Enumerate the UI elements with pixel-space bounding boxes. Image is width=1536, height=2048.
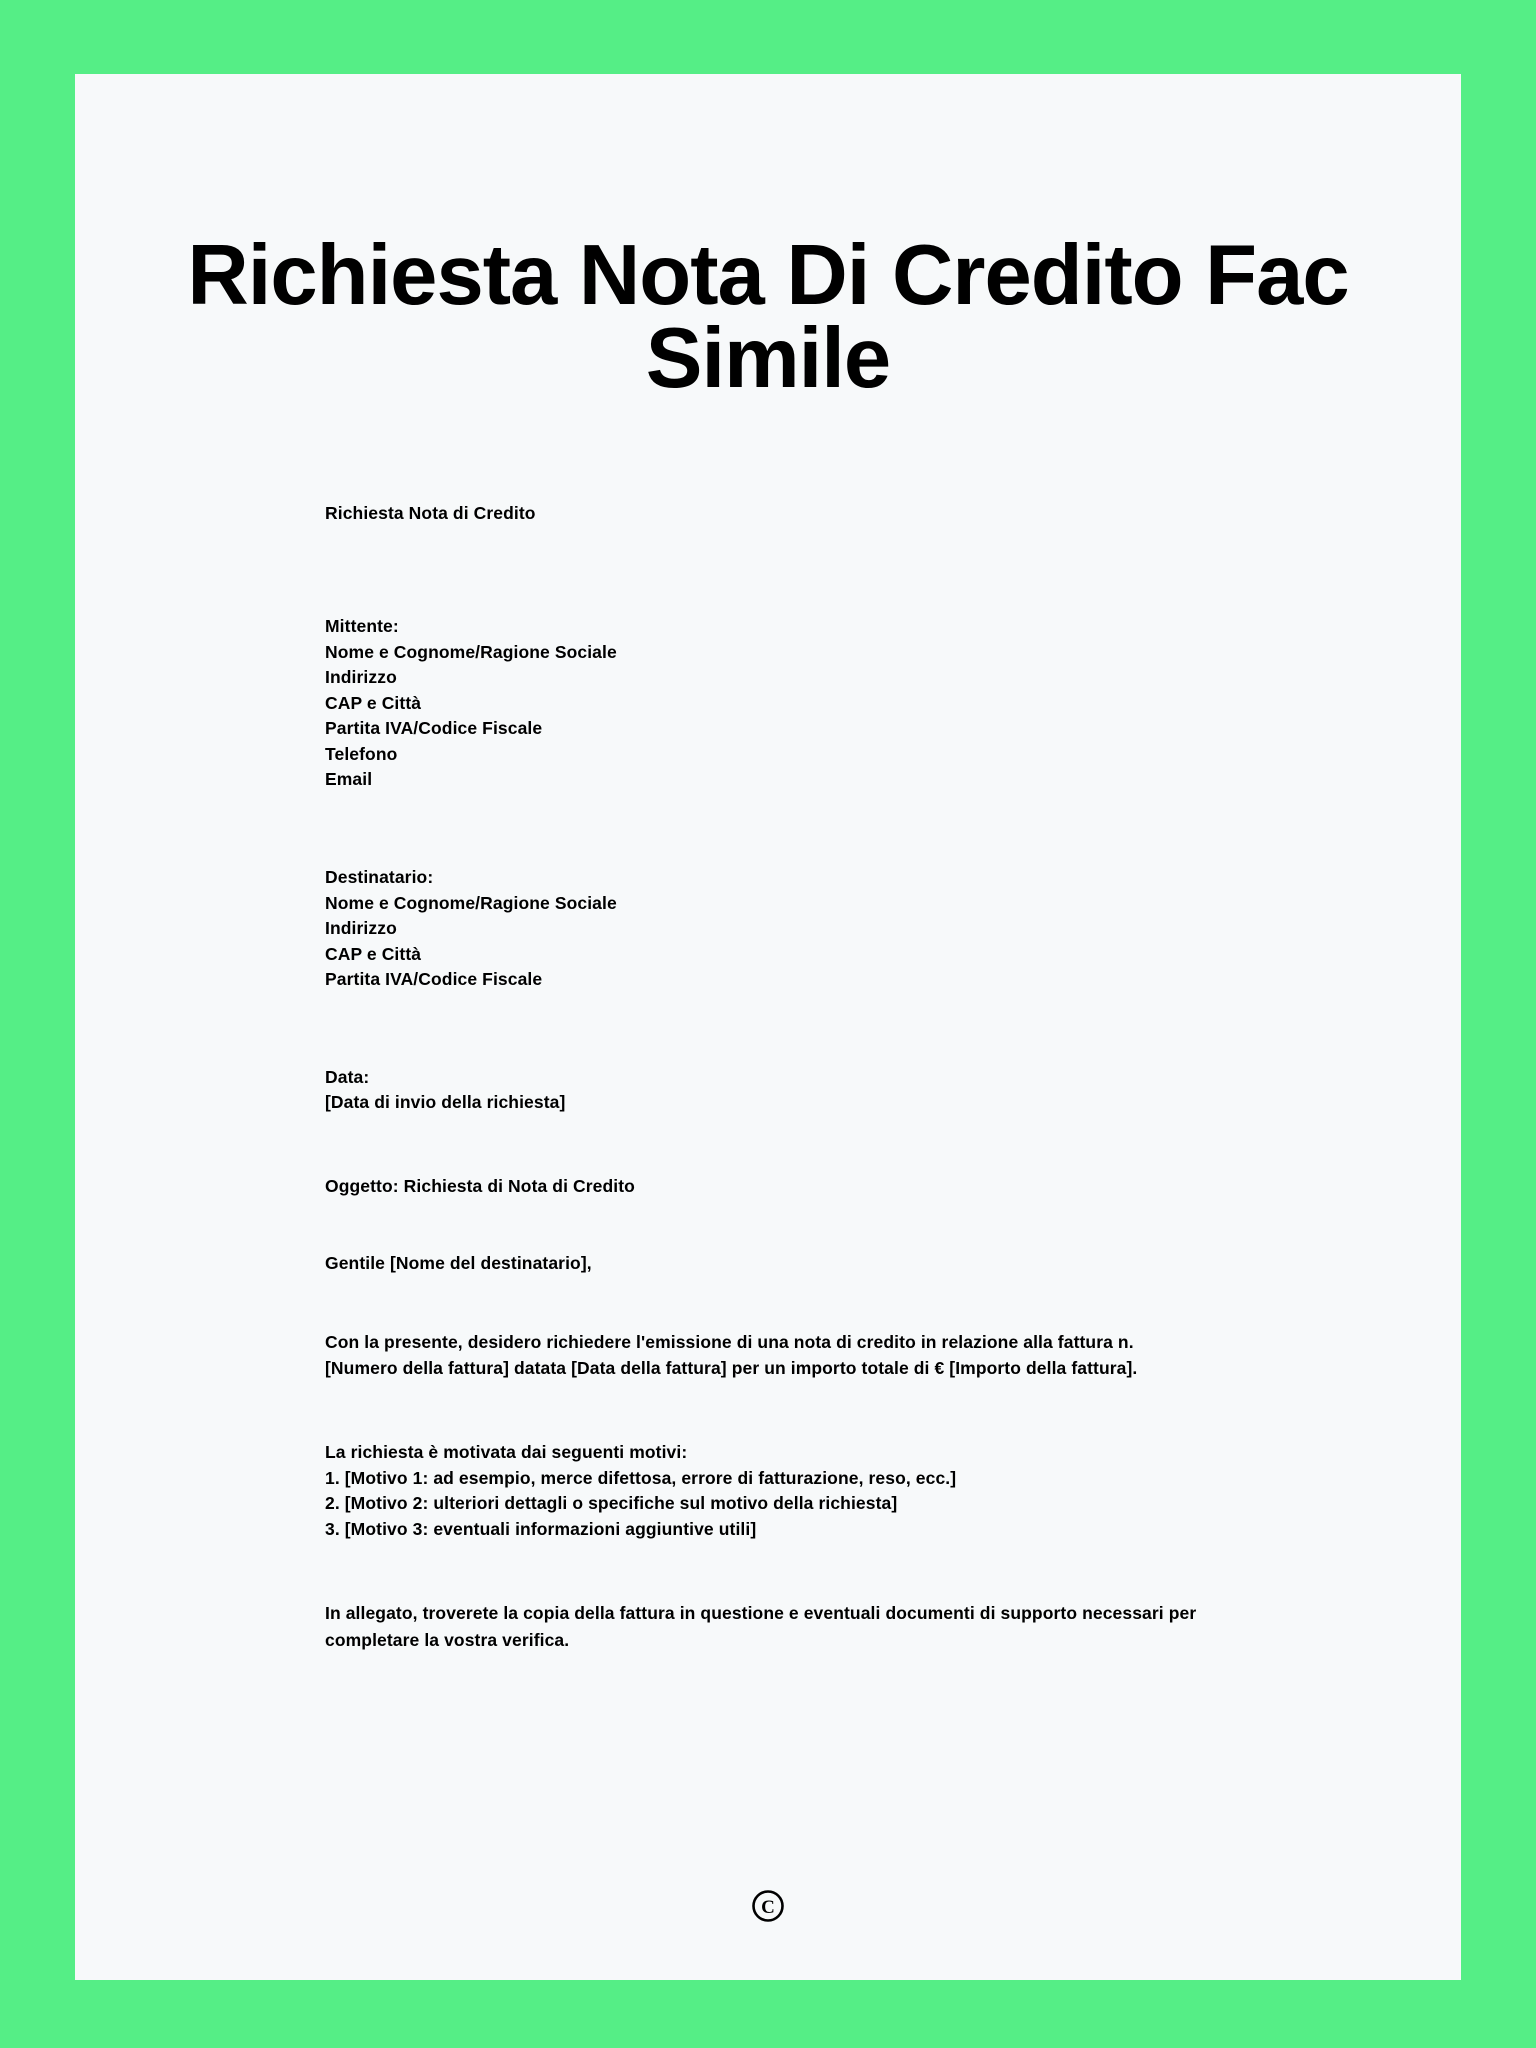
reason-item-3: 3. [Motivo 3: eventuali informazioni aggiuntive utili]	[325, 1518, 757, 1539]
footer	[75, 1889, 1461, 1928]
recipient-line-1: Nome e Cognome/Ragione Sociale	[325, 892, 617, 913]
reasons-intro: La richiesta è motivata dai seguenti motivi:	[325, 1442, 688, 1463]
spacer	[325, 526, 1211, 614]
recipient-line-2: Indirizzo	[325, 918, 397, 939]
svg-text:C: C	[761, 1897, 775, 1918]
spacer	[325, 993, 1211, 1065]
page-title: Richiesta Nota Di Credito Fac Simile	[187, 228, 1349, 407]
spacer	[325, 1542, 1211, 1600]
spacer	[325, 1116, 1211, 1174]
date-value: [Data di invio della richiesta]	[325, 1092, 566, 1113]
copyright-icon	[751, 1897, 785, 1927]
spacer	[325, 1277, 1211, 1329]
spacer	[325, 1382, 1211, 1440]
sender-line-6: Email	[325, 769, 373, 790]
recipient-line-3: CAP e Città	[325, 943, 422, 964]
document-heading: Richiesta Nota di Credito	[325, 502, 536, 523]
paragraph-attachments: In allegato, troverete la copia della fattura in questione e eventuali documenti di supporto necessari per completare la vostra verifica.	[325, 1603, 1197, 1650]
reason-item-1: 1. [Motivo 1: ad esempio, merce difettosa, errore di fatturazione, reso, ecc.]	[325, 1467, 957, 1488]
recipient-label: Destinatario:	[325, 866, 434, 887]
spacer	[325, 1199, 1211, 1251]
date-label: Data:	[325, 1066, 370, 1087]
date-block	[325, 1065, 1211, 1116]
sender-label: Mittente:	[325, 616, 399, 637]
spacer	[325, 793, 1211, 865]
recipient-block	[325, 865, 1211, 993]
sender-block	[325, 614, 1211, 793]
sender-line-4: Partita IVA/Codice Fiscale	[325, 718, 543, 739]
sender-line-2: Indirizzo	[325, 667, 397, 688]
reasons-block	[325, 1440, 1211, 1542]
salutation: Gentile [Nome del destinatario],	[325, 1253, 592, 1274]
document-body	[75, 401, 1461, 1654]
paragraph-request: Con la presente, desidero richiedere l'emissione di una nota di credito in relazione alla fattura n. [Numero della fattura] datata [Data della fattura] per un importo totale di € [Importo della fattura].	[325, 1331, 1138, 1379]
sender-line-3: CAP e Città	[325, 692, 422, 713]
recipient-line-4: Partita IVA/Codice Fiscale	[325, 969, 543, 990]
sender-line-1: Nome e Cognome/Ragione Sociale	[325, 641, 617, 662]
reason-item-2: 2. [Motivo 2: ulteriori dettagli o specifiche sul motivo della richiesta]	[325, 1493, 898, 1514]
subject-line: Oggetto: Richiesta di Nota di Credito	[325, 1175, 635, 1196]
sender-line-5: Telefono	[325, 743, 398, 764]
document-sheet	[75, 74, 1461, 1980]
